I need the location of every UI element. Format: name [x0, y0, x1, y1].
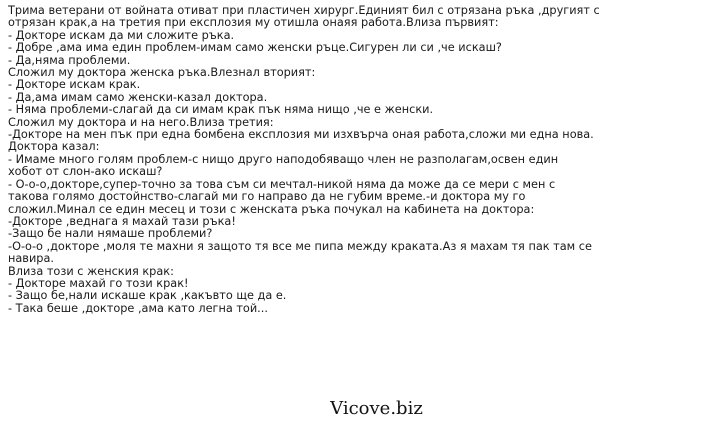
joke-line: Влиза този с женския крак: [8, 265, 174, 278]
joke-line: -Докторе на мен пък при една бомбена експлозия ми изхвърча оная работа,сложи ми една нова. [8, 129, 594, 142]
joke-line: навира. [8, 253, 54, 266]
joke-line: такова голямо достойнство-слагай ми го направо да не губим време.-и доктора му го [8, 191, 526, 204]
joke-line: -О-о-о ,докторе ,моля те махни я защото тя все ме пипа между краката.Аз я махам тя пак там се [8, 240, 592, 253]
joke-line: - Имаме много голям проблем-с нищо друго наподобяващо член не разполагам,освен един [8, 153, 559, 166]
joke-line: сложил.Минал се един месец и този с женската ръка почукал на кабинета на доктора: [8, 203, 535, 216]
joke-line: - Защо бе,нали искаше крак ,какъвто ще да е. [8, 290, 287, 303]
joke-line: - Така беше ,докторе ,ама като легна той... [8, 302, 268, 315]
joke-line: Сложил му доктора женска ръка.Влезнал вторият: [8, 67, 316, 80]
joke-line: Доктора казал: [8, 141, 100, 154]
joke-line: отрязан крак,а на третия при експлозия му отишла онаяя работа.Влиза първият: [8, 17, 499, 30]
joke-line: Сложил му доктора и на него.Влиза третия: [8, 116, 274, 129]
joke-line: хобот от слон-ако искаш? [8, 166, 163, 179]
joke-text [8, 5, 720, 315]
joke-line: - Да,няма проблеми. [8, 54, 131, 67]
joke-line: - О-о-о,докторе,супер-точно за това съм си мечтал-никой няма да може да се мери с мен с [8, 178, 556, 191]
joke-line: - Няма проблеми-слагай да си имам крак пък няма нищо ,че е женски. [8, 104, 434, 117]
joke-line: - Докторе махай го този крак! [8, 277, 189, 290]
joke-line: - Добре ,ама има един проблем-имам само женски ръце.Сигурен ли си ,че искаш? [8, 42, 502, 55]
joke-line: -Докторе ,веднага я махай тази ръка! [8, 215, 236, 228]
joke-line: - Да,ама имам само женски-казал доктора. [8, 91, 268, 104]
joke-line: -Защо бе нали нямаше проблеми? [8, 228, 213, 241]
joke-line: Трима ветерани от войната отиват при пластичен хирург.Единият бил с отрязана ръка ,другият с [8, 5, 600, 17]
joke-line: - Докторе искам да ми сложите ръка. [8, 29, 235, 42]
joke-line: - Докторе искам крак. [8, 79, 141, 92]
site-watermark: Vicove.biz [330, 398, 423, 419]
